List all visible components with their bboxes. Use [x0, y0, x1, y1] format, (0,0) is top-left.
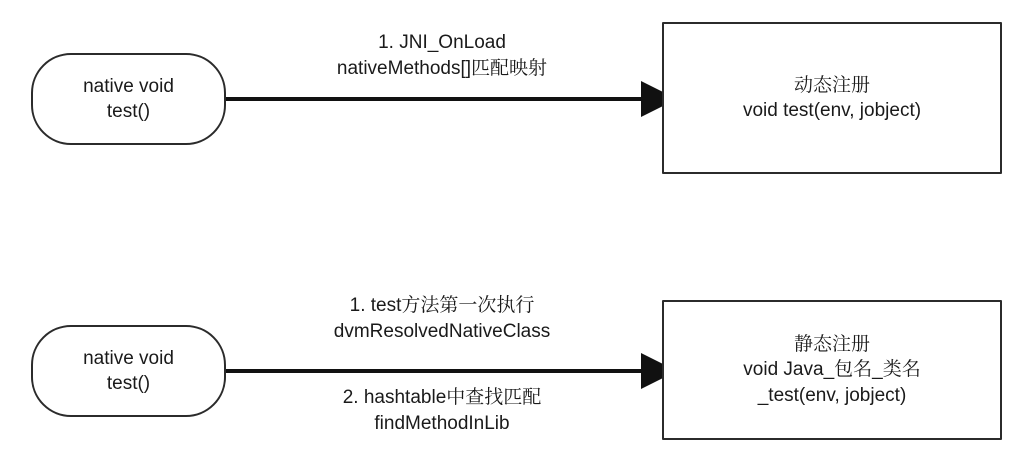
node-native-void-test-dynamic [31, 53, 226, 145]
node-line: 动态注册 [793, 74, 870, 96]
node-line: void Java_包名_类名 [743, 359, 921, 381]
edge-label-dynamic [272, 30, 612, 81]
node-line: test() [106, 101, 151, 122]
node-line: native void [83, 347, 174, 369]
node-line: native void [83, 75, 174, 97]
edge-label-line: 1. test方法第一次执行 [349, 295, 535, 316]
edge-label-line: dvmResolvedNativeClass [333, 320, 551, 342]
edge-label-static-top [272, 293, 612, 344]
node-static-registration [662, 300, 1002, 440]
node-line: _test(env, jobject) [757, 384, 907, 406]
edge-label-line: nativeMethods[]匹配映射 [336, 57, 548, 79]
edge-label-line: 1. JNI_OnLoad [378, 32, 506, 53]
edge-label-static-bottom [272, 385, 612, 436]
edge-label-line: findMethodInLib [374, 412, 510, 434]
node-native-void-test-static [31, 325, 226, 417]
node-line: 静态注册 [793, 334, 870, 356]
node-dynamic-registration [662, 22, 1002, 174]
node-line: void test(env, jobject) [742, 100, 922, 121]
node-line: test() [106, 373, 151, 394]
edge-label-line: 2. hashtable中查找匹配 [342, 387, 542, 408]
